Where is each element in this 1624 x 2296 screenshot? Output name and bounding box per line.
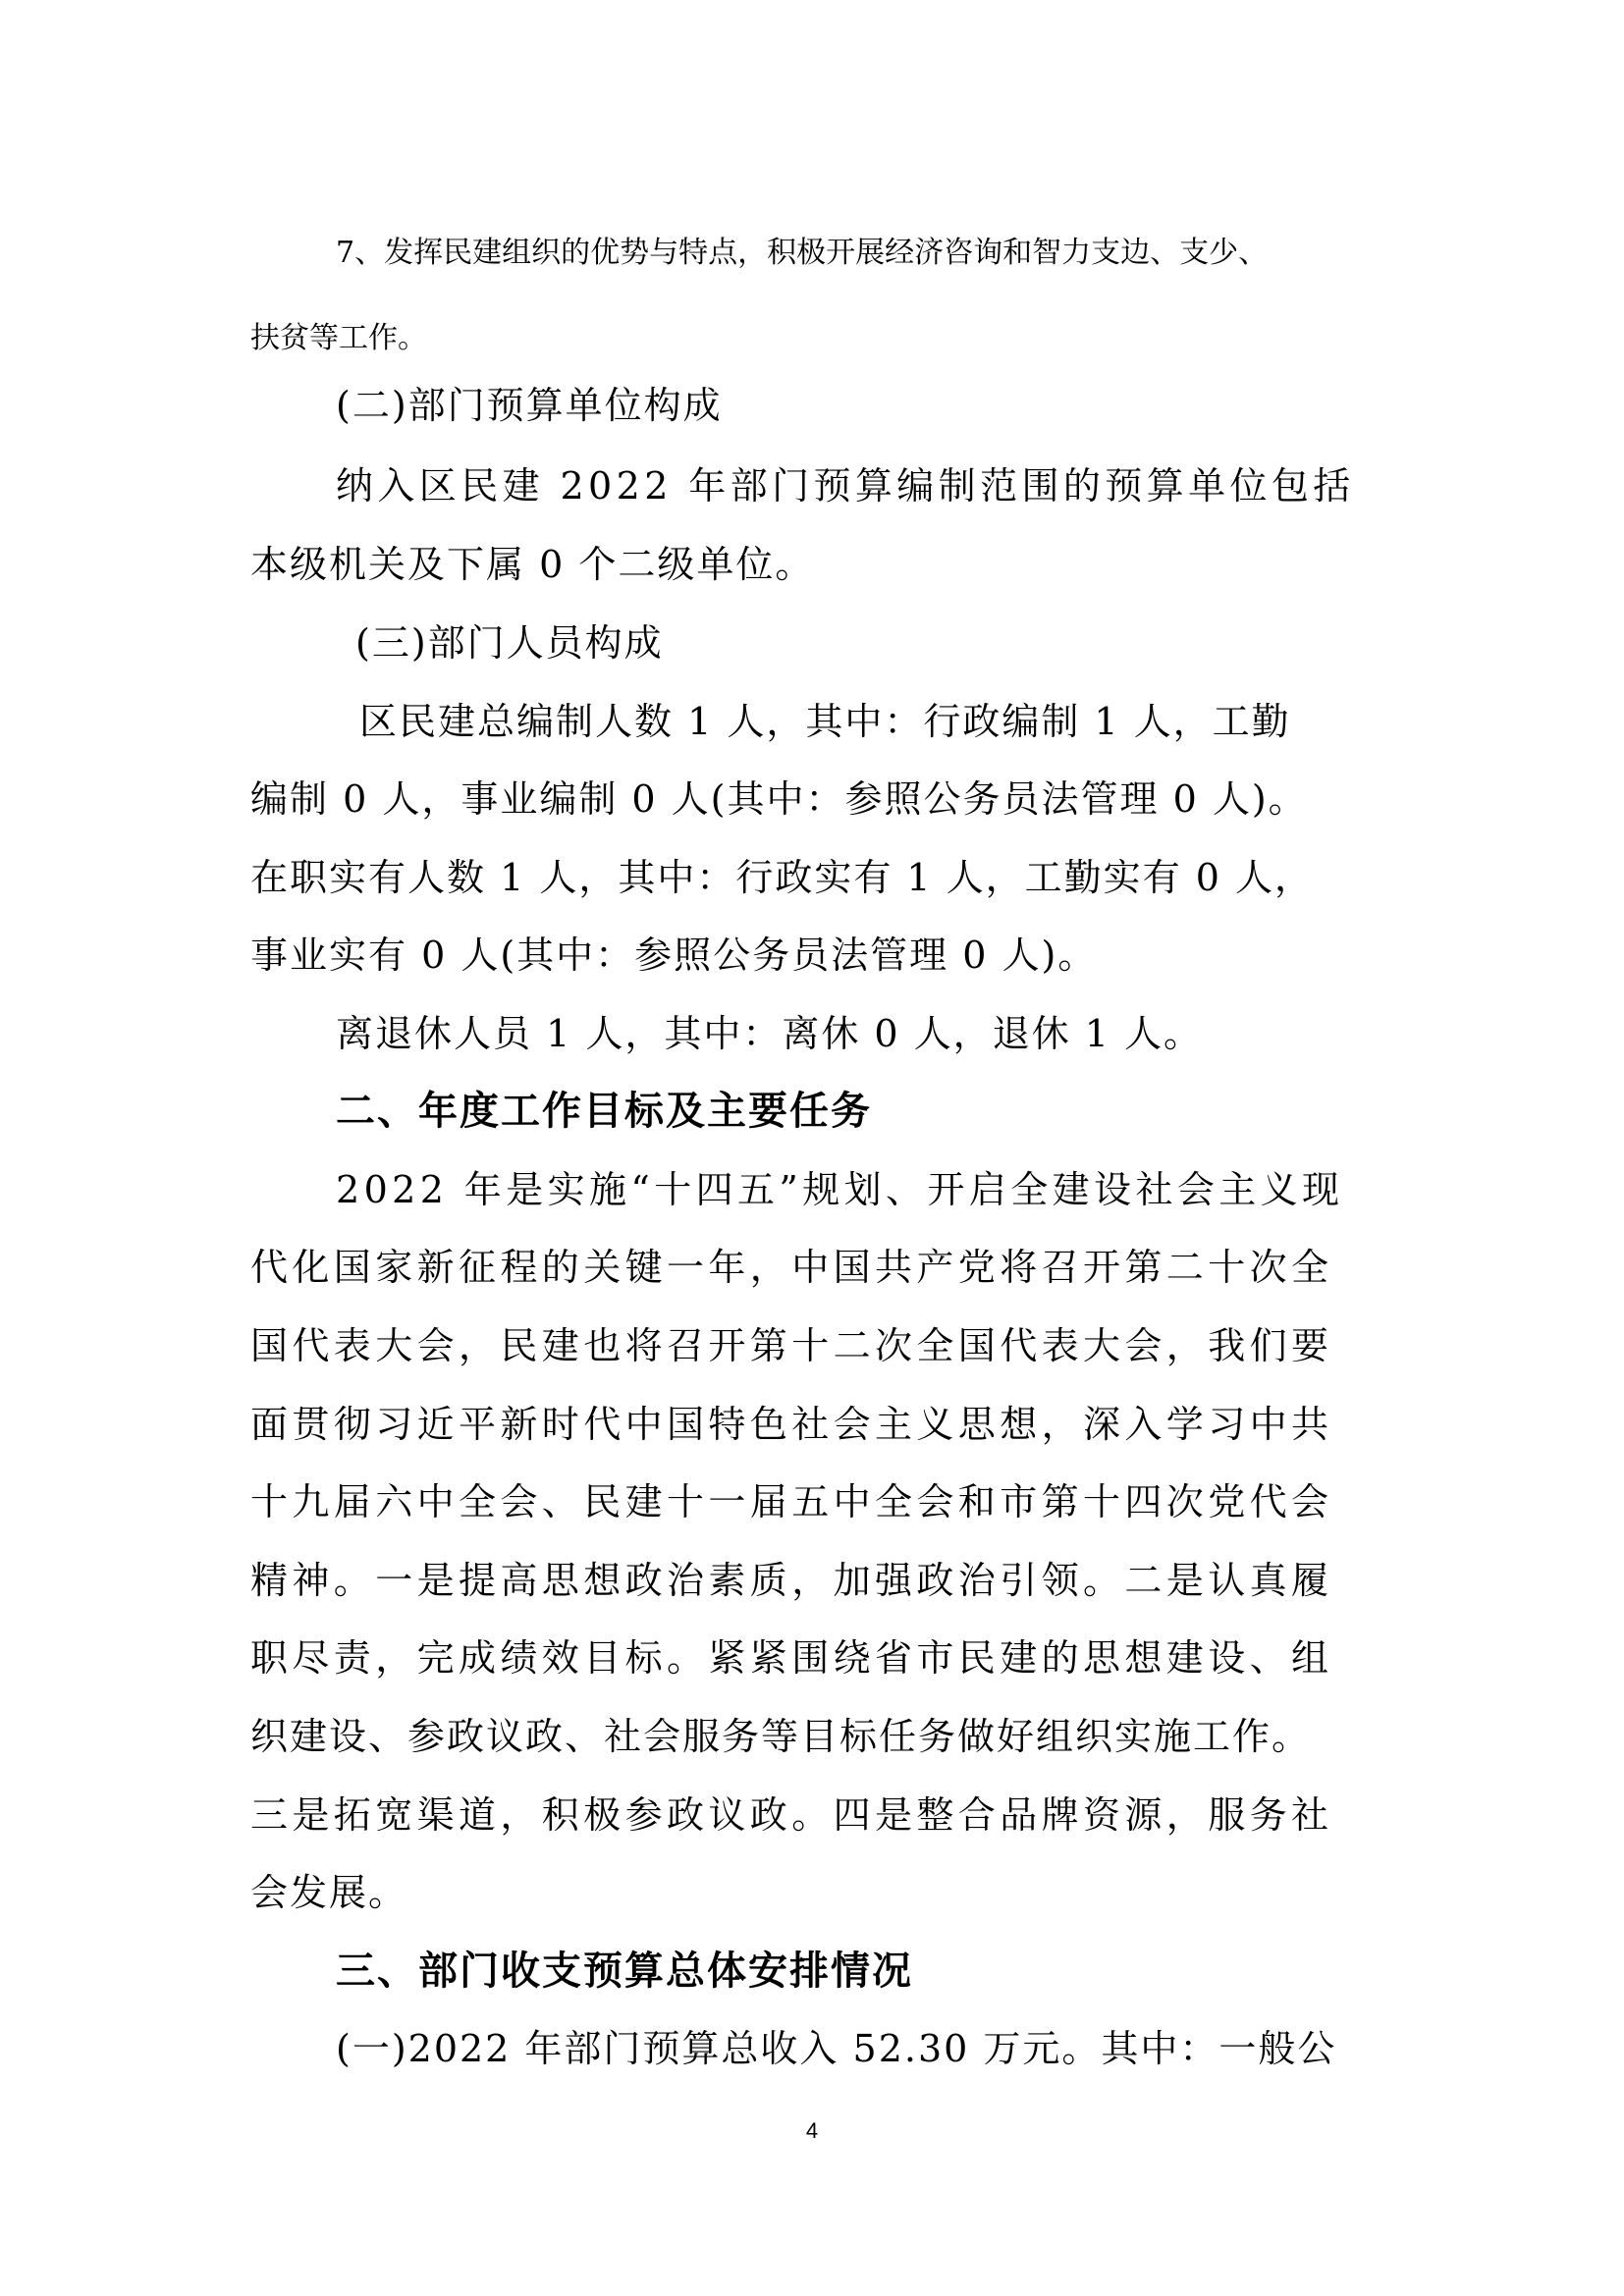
paragraph-line-11: 离退休人员 1 人，其中：离休 0 人，退休 1 人。	[336, 1012, 1204, 1055]
paragraph-line-2: 扶贫等工作。	[250, 321, 427, 355]
paragraph-line-22: 会发展。	[250, 1871, 408, 1914]
paragraph-line-10: 事业实有 0 人(其中：参照公务员法管理 0 人)。	[250, 934, 1098, 977]
paragraph-line-17: 十九届六中全会、民建十一届五中全会和市第十四次党代会	[250, 1480, 1333, 1523]
paragraph-line-13: 2022 年是实施“十四五”规划、开启全建设社会主义现	[336, 1168, 1344, 1211]
paragraph-line-7: 区民建总编制人数 1 人，其中：行政编制 1 人，工勤	[359, 700, 1291, 743]
paragraph-line-5: 本级机关及下属 0 个二级单位。	[250, 543, 815, 586]
paragraph-line-14: 代化国家新征程的关键一年，中国共产党将召开第二十次全	[250, 1246, 1333, 1289]
section-heading-2: 二、年度工作目标及主要任务	[336, 1089, 872, 1134]
paragraph-line-21: 三是拓宽渠道，积极参政议政。四是整合品牌资源，服务社	[250, 1793, 1333, 1837]
paragraph-line-18: 精神。一是提高思想政治素质，加强政治引领。二是认真履	[250, 1559, 1333, 1602]
paragraph-line-19: 职尽责，完成绩效目标。紧紧围绕省市民建的思想建设、组	[250, 1636, 1333, 1680]
paragraph-line-8: 编制 0 人，事业编制 0 人(其中：参照公务员法管理 0 人)。	[250, 777, 1308, 821]
paragraph-line-9: 在职实有人数 1 人，其中：行政实有 1 人，工勤实有 0 人，	[250, 856, 1315, 899]
paragraph-line-20: 织建设、参政议政、社会服务等目标任务做好组织实施工作。	[250, 1715, 1312, 1758]
paragraph-line-16: 面贯彻习近平新时代中国特色社会主义思想，深入学习中共	[250, 1403, 1333, 1446]
paragraph-line-4: 纳入区民建 2022 年部门预算编制范围的预算单位包括	[336, 464, 1355, 507]
paragraph-line-24: (一)2022 年部门预算总收入 52.30 万元。其中：一般公	[336, 2027, 1337, 2070]
page-number: 4	[805, 2118, 819, 2143]
section-heading-3: 三、部门收支预算总体安排情况	[336, 1949, 913, 1994]
subheading-unit-composition: (二)部门预算单位构成	[336, 384, 723, 427]
subheading-staff-composition: (三)部门人员构成	[355, 621, 664, 665]
paragraph-line-1: 7、发挥民建组织的优势与特点，积极开展经济咨询和智力支边、支少、	[336, 236, 1269, 270]
paragraph-line-15: 国代表大会，民建也将召开第十二次全国代表大会，我们要	[250, 1324, 1333, 1367]
